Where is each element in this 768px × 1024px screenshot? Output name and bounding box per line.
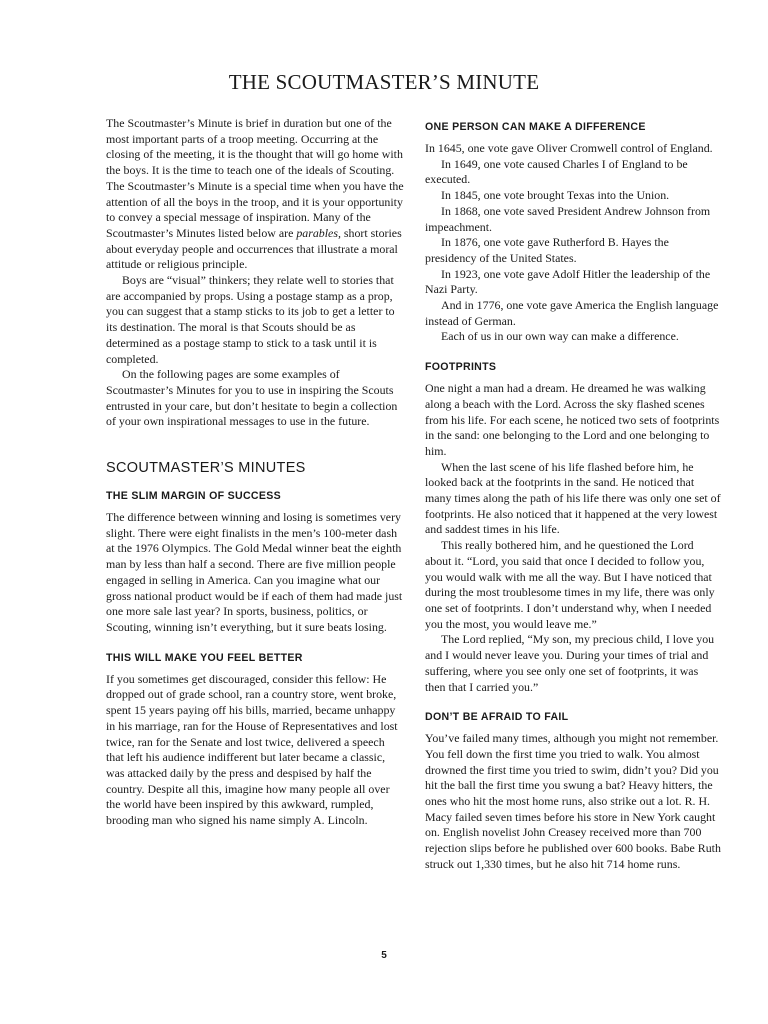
one-person-line: In 1649, one vote caused Charles I of England to be executed. bbox=[425, 156, 688, 187]
one-person-line: In 1645, one vote gave Oliver Cromwell control of England. bbox=[425, 141, 713, 155]
feel-better-text: If you sometimes get discouraged, consider this fellow: He dropped out of grade school, ran a country store, went broke, spent 15 years paying off his bills, married, became unhappy in his marriage, ran for the House of Representatives and lost twice, ran for the Senate and lost twice, delivered a speech that left his audience indifferent but later became a classic, was attacked daily by the press and despised by half the country. Despite all this, imagine how many people all over the world have been inspired by this awkward, rumpled, brooding man who signed his name simply A. Lincoln. bbox=[106, 671, 398, 828]
afraid-to-fail-text: You’ve failed many times, although you might not remember. You fell down the first time you tried to walk. You almost drowned the first time you tried to swim, didn’t you? Did you hit the ball the first time you swung a bat? Heavy hitters, the ones who hit the most home runs, also strike out a lot. R. H. Macy failed seven times before his store in New York caught on. English novelist John Creasey received more than 700 rejection slips before he published over 600 books. Babe Ruth struck out 1,330 times, but he also hit 714 home runs. bbox=[425, 731, 721, 871]
right-column bbox=[425, 116, 721, 873]
footprints-paragraph-2: When the last scene of his life flashed before him, he looked back at the footprints in the sand. He noticed that many times along the path of his life there was only one set of footprints. He also noticed that it happened at the very lowest and saddest times in his life. bbox=[425, 459, 721, 537]
page-title: THE SCOUTMASTER’S MINUTE bbox=[228, 70, 540, 94]
footprints-paragraph-3: This really bothered him, and he questioned the Lord about it. “Lord, you said that once I decided to follow you, you would walk with me all the way. But I have noticed that during the most troublesome times in my life, there was only one set of footprints. I don’t understand why, when I needed you the most, you would leave me.” bbox=[425, 538, 715, 631]
one-person-heading: ONE PERSON CAN MAKE A DIFFERENCE bbox=[425, 121, 646, 133]
one-person-line: In 1845, one vote brought Texas into the Union. bbox=[441, 188, 670, 203]
one-person-line: In 1876, one vote gave Rutherford B. Hayes the presidency of the United States. bbox=[425, 235, 669, 265]
slim-margin-text: The difference between winning and losing is sometimes very slight. There were eight finalists in the men’s 100-meter dash at the 1976 Olympics. The Gold Medal winner beat the eighth man by less than half a second. There are five million people engaged in selling in America. Can you imagine what our gross national product would be if each of them had made just one more sale last year? In sports, business, politics, or Scouting, winning isn’t everything, but it sure beats losing. bbox=[106, 510, 403, 634]
intro-paragraph-1 bbox=[106, 116, 404, 273]
page-number: 5 bbox=[381, 950, 387, 961]
section-heading: SCOUTMASTER’S MINUTES bbox=[106, 460, 306, 477]
intro-text-continued: short stories about everyday people and occurrences that illustrate a moral attitude or religious principle. bbox=[106, 225, 402, 272]
one-person-line: In 1923, one vote gave Adolf Hitler the leadership of the Nazi Party. bbox=[425, 266, 711, 297]
intro-paragraph-3: On the following pages are some examples of Scoutmaster’s Minutes for you to use in inspiring the Scouts entrusted in your care, but don’t hesitate to begin a collection of your own inspirational messages to use in the future. bbox=[106, 367, 398, 429]
left-column bbox=[106, 116, 404, 829]
footprints-paragraph-1: One night a man had a dream. He dreamed he was walking along a beach with the Lord. Across the sky flashed scenes from his life. For each scene, he noticed two sets of footprints in the sand: one belonging to the Lord and one belonging to him. bbox=[425, 381, 720, 458]
intro-paragraph-2: Boys are “visual” thinkers; they relate well to stories that are accompanied by props. Using a postage stamp as a prop, you can suggest that a stamp sticks to its job to get a letter to its destination. The moral is that Scouts should be as determined as a postage stamp to stick to a task until it is completed. bbox=[106, 273, 395, 366]
slim-margin-heading: THE SLIM MARGIN OF SUCCESS bbox=[106, 490, 281, 503]
feel-better-heading: THIS WILL MAKE YOU FEEL BETTER bbox=[106, 651, 303, 664]
one-person-line: In 1868, one vote saved President Andrew Johnson from impeachment. bbox=[425, 203, 711, 234]
one-person-line: Each of us in our own way can make a difference. bbox=[441, 329, 679, 344]
one-person-line: And in 1776, one vote gave America the English language instead of German. bbox=[425, 298, 719, 328]
footprints-paragraph-4: The Lord replied, “My son, my precious child, I love you and I would never leave you. During your times of trial and suffering, where you see only one set of footprints, it was then that I carried you.” bbox=[425, 632, 715, 694]
intro-text: The Scoutmaster’s Minute is brief in duration but one of the most important parts of a troop meeting. Occurring at the closing of the meeting, it is the thought that will go home with the boys. It is the time to teach one of the ideals of Scouting. The Scoutmaster’s Minute is a special time when you have the attention of all the boys in the troop, and it is your opportunity to convey a special message of inspiration. Many of the Scoutmaster’s Minutes listed below are bbox=[106, 116, 404, 240]
afraid-to-fail-heading: DON’T BE AFRAID TO FAIL bbox=[425, 711, 569, 724]
footprints-heading: FOOTPRINTS bbox=[425, 361, 497, 374]
intro-italic-term: parables, bbox=[296, 225, 341, 240]
